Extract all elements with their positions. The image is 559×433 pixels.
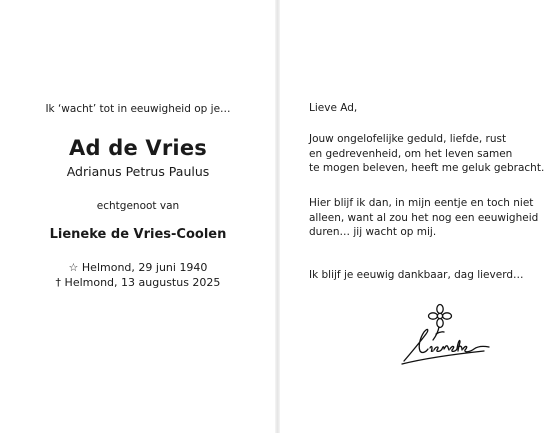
- letter-line: duren… jij wacht op mij.: [309, 226, 437, 238]
- page-fold-divider: [275, 0, 280, 433]
- deceased-name: Ad de Vries: [69, 136, 207, 160]
- letter-line: Hier blijf ik dan, in mijn eentje en toch niet: [309, 197, 534, 209]
- letter-greeting: Lieve Ad,: [309, 102, 358, 114]
- letter-line: en gedrevenheid, om het leven samen: [309, 147, 513, 160]
- deceased-full-name: Adrianus Petrus Paulus: [66, 164, 210, 179]
- right-panel: [309, 0, 549, 433]
- letter-line: alleen, want al zou het nog een eeuwigheid: [309, 211, 539, 224]
- handwritten-signature: [396, 296, 496, 366]
- spouse-name: Lieneke de Vries-Coolen: [49, 227, 227, 242]
- left-panel: [0, 0, 276, 433]
- letter-paragraph-1: [309, 132, 549, 176]
- letter-closing: Ik blijf je eeuwig dankbaar, dag lieverd…: [309, 269, 524, 281]
- spouse-intro: echtgenoot van: [96, 200, 180, 212]
- birth-date: ☆ Helmond, 29 juni 1940: [68, 261, 208, 274]
- intro-quote: Ik ‘wacht’ tot in eeuwigheid op je…: [45, 103, 231, 115]
- letter-line: te mogen beleven, heeft me geluk gebracht.: [309, 162, 545, 174]
- letter-line: Jouw ongelofelijke geduld, liefde, rust: [309, 133, 507, 145]
- death-date: † Helmond, 13 augustus 2025: [55, 276, 221, 289]
- letter-paragraph-2: [309, 196, 549, 240]
